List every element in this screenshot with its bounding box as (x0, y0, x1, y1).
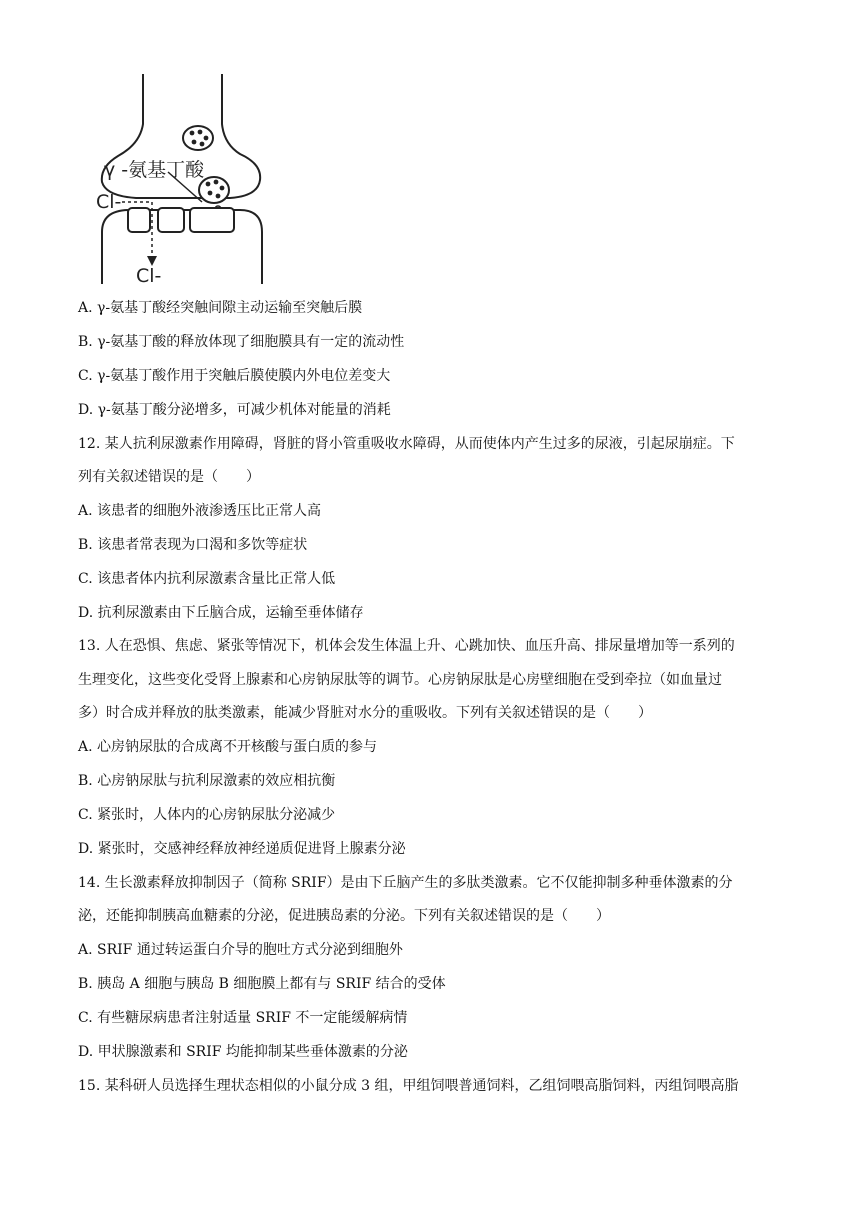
q14-stem-line-1: 14. 生长激素释放抑制因子（简称 SRIF）是由下丘脑产生的多肽类激素。它不仅能抑制多种垂体激素的分 (78, 875, 733, 891)
q12-stem-line-2: 列有关叙述错误的是（ ） (78, 469, 260, 485)
q11-option-a: A. γ-氨基丁酸经突触间隙主动运输至突触后膜 (78, 300, 363, 316)
q12-option-c: C. 该患者体内抗利尿激素含量比正常人低 (78, 571, 336, 587)
q12-option-b: B. 该患者常表现为口渴和多饮等症状 (78, 537, 308, 553)
q13-stem-line-1: 13. 人在恐惧、焦虑、紧张等情况下，机体会发生体温上升、心跳加快、血压升高、排尿量增加等一系列的 (78, 638, 735, 654)
gaba-label: γ -氨基丁酸 (104, 159, 205, 181)
synapse-figure (90, 72, 280, 284)
q14-stem-line-2: 泌，还能抑制胰高血糖素的分泌，促进胰岛素的分泌。下列有关叙述错误的是（ ） (78, 908, 610, 924)
channel-protein (128, 208, 150, 232)
vesicle-upper (183, 126, 213, 150)
q14-option-a: A. SRIF 通过转运蛋白介导的胞吐方式分泌到细胞外 (78, 942, 403, 958)
q14-option-c: C. 有些糖尿病患者注射适量 SRIF 不一定能缓解病情 (78, 1010, 408, 1026)
q12-stem-line-1: 12. 某人抗利尿激素作用障碍，肾脏的肾小管重吸收水障碍，从而使体内产生过多的尿液，引起尿崩症。下 (78, 436, 735, 452)
vesicle-fusing (199, 177, 229, 212)
q11-option-d: D. γ-氨基丁酸分泌增多，可减少机体对能量的消耗 (78, 402, 391, 418)
q11-option-c: C. γ-氨基丁酸作用于突触后膜使膜内外电位差变大 (78, 368, 391, 384)
synapse-diagram (90, 72, 280, 284)
q13-option-b: B. 心房钠尿肽与抗利尿激素的效应相抗衡 (78, 773, 336, 789)
q13-option-d: D. 紧张时，交感神经释放神经递质促进肾上腺素分泌 (78, 841, 406, 857)
q14-option-d: D. 甲状腺激素和 SRIF 均能抑制某些垂体激素的分泌 (78, 1044, 408, 1060)
q12-option-d: D. 抗利尿激素由下丘脑合成，运输至垂体储存 (78, 605, 364, 621)
q15-stem-line-1: 15. 某科研人员选择生理状态相似的小鼠分成 3 组，甲组饲喂普通饲料，乙组饲喂高脂饲料，丙组饲喂高脂 (78, 1078, 739, 1094)
q11-option-b: B. γ-氨基丁酸的释放体现了细胞膜具有一定的流动性 (78, 334, 405, 350)
q13-stem-line-3: 多）时合成并释放的肽类激素，能减少肾脏对水分的重吸收。下列有关叙述错误的是（ ） (78, 705, 652, 721)
q14-option-b: B. 胰岛 A 细胞与胰岛 B 细胞膜上都有与 SRIF 结合的受体 (78, 976, 446, 992)
cl-ion-bottom-label: Cl- (136, 265, 162, 284)
cl-ion-top-label: Cl- (96, 191, 122, 213)
q12-option-a: A. 该患者的细胞外液渗透压比正常人高 (78, 503, 322, 519)
q13-option-a: A. 心房钠尿肽的合成离不开核酸与蛋白质的参与 (78, 739, 378, 755)
q13-option-c: C. 紧张时，人体内的心房钠尿肽分泌减少 (78, 807, 336, 823)
q13-stem-line-2: 生理变化，这些变化受肾上腺素和心房钠尿肽等的调节。心房钠尿肽是心房壁细胞在受到牵拉（如血量过 (78, 672, 722, 688)
receptor-protein (190, 208, 234, 232)
membrane-protein-middle (158, 208, 184, 232)
